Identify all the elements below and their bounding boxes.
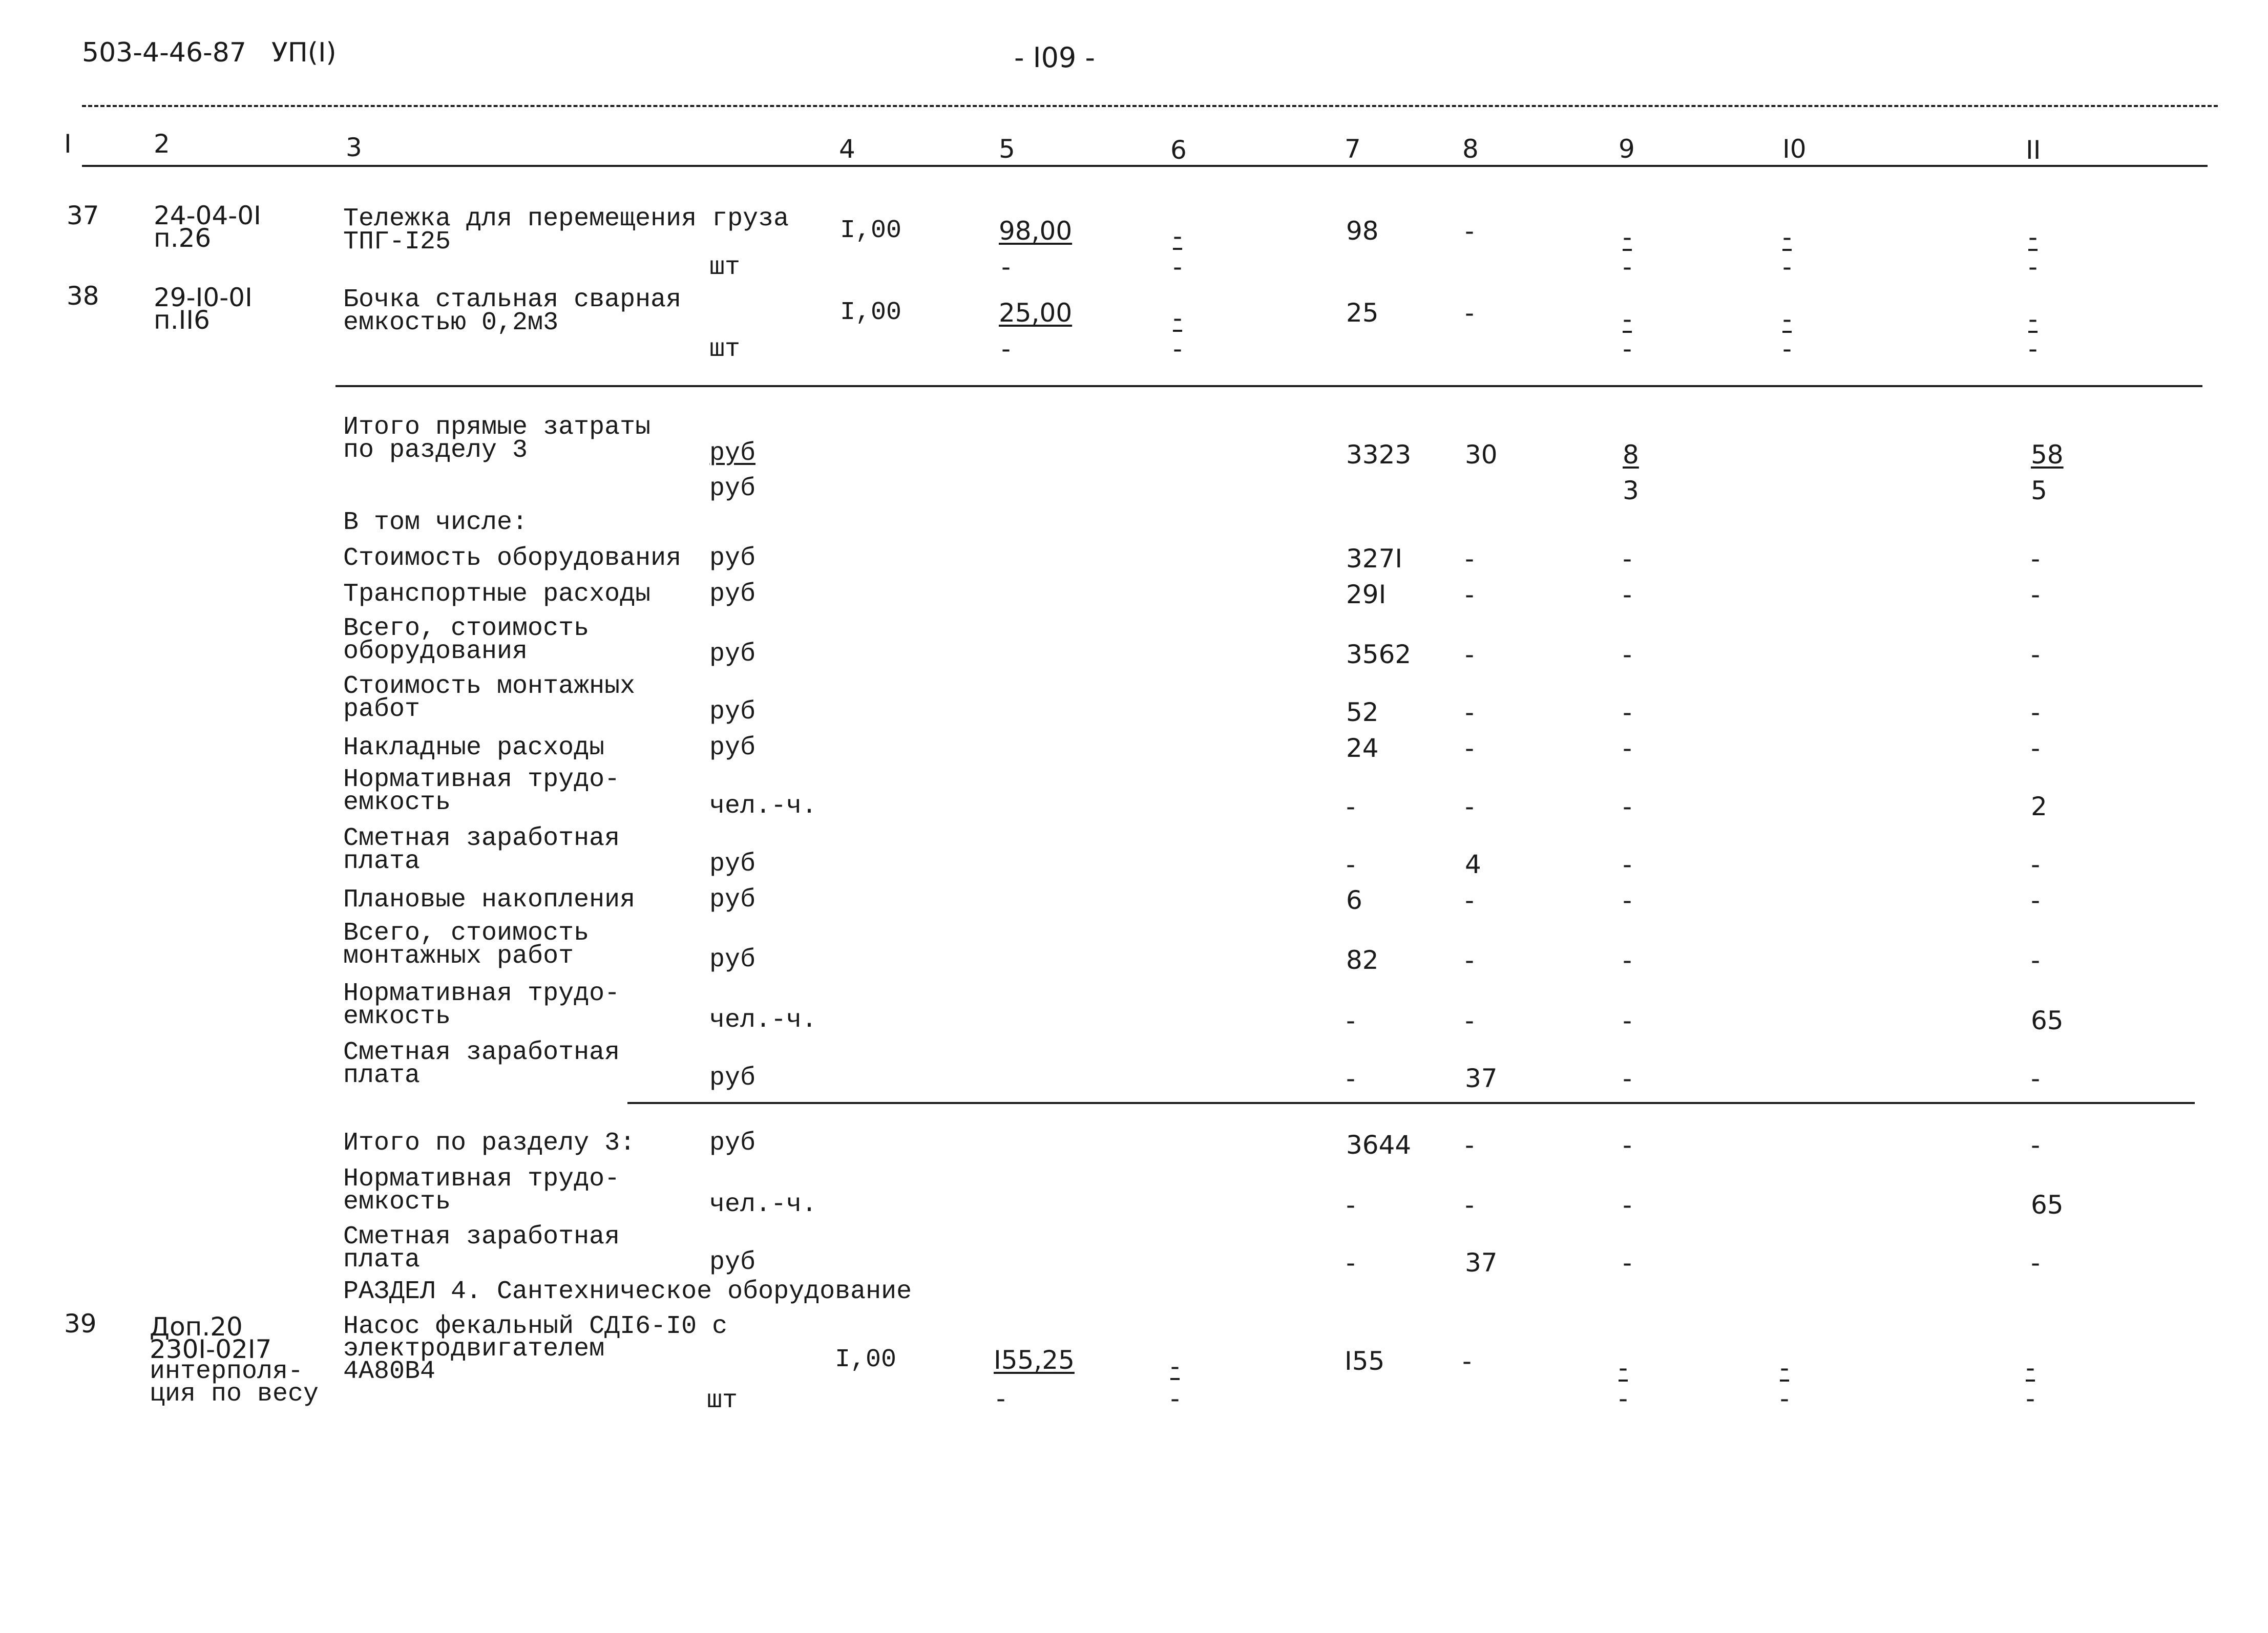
- wages-2-col9: -: [1623, 1064, 1632, 1093]
- equipment-cost-col11: -: [2031, 544, 2041, 574]
- planned-savings-unit: руб: [709, 885, 756, 915]
- row38-code-ref: п.II6: [154, 305, 210, 335]
- row39-total: I55: [1345, 1346, 1385, 1376]
- installation-cost-col11: -: [2031, 697, 2041, 727]
- overhead-label: Накладные расходы: [343, 733, 605, 762]
- total-equipment-unit: руб: [709, 640, 756, 669]
- direct-costs-col9-bottom: 3: [1623, 476, 1639, 505]
- direct-costs-unit: руб: [709, 439, 756, 468]
- labour-norm-2-col9: -: [1623, 1006, 1632, 1035]
- planned-savings-col9: -: [1623, 885, 1632, 915]
- row39-col6-bottom: -: [1170, 1384, 1180, 1413]
- row38-col6-bottom: -: [1173, 334, 1183, 364]
- row39-number: 39: [64, 1309, 97, 1339]
- row39-name-2: электродвигателем: [343, 1334, 605, 1364]
- row39-code: Доп.20: [150, 1312, 243, 1342]
- labour-norm-unit: чел.-ч.: [709, 792, 817, 821]
- total-installation-unit: руб: [709, 945, 756, 974]
- labour-norm-2-label: Нормативная трудо-: [343, 979, 620, 1008]
- header-rule: [82, 105, 2218, 107]
- row37-col8: -: [1465, 216, 1475, 246]
- doc-code: 503-4-46-87: [82, 37, 246, 68]
- labour-norm-2-unit: чел.-ч.: [709, 1006, 817, 1035]
- direct-costs-label: Итого прямые затраты: [343, 413, 651, 442]
- equipment-cost-col9: -: [1623, 544, 1632, 574]
- labour-norm-2-col7: -: [1346, 1006, 1356, 1035]
- wages-label: Сметная заработная: [343, 824, 620, 853]
- row37-code: 24-04-0I: [154, 201, 261, 230]
- row38-number: 38: [67, 281, 99, 311]
- labour-norm-label: Нормативная трудо-: [343, 765, 620, 794]
- wages-3-col11: -: [2031, 1248, 2041, 1278]
- wages-3-label-2: плата: [343, 1245, 421, 1275]
- equipment-cost-unit: руб: [709, 544, 756, 573]
- installation-cost-col8: -: [1465, 697, 1475, 727]
- equipment-cost-col7: 327I: [1346, 544, 1403, 574]
- row38-col10-top: -: [1782, 304, 1792, 334]
- row37-col10-top: -: [1782, 222, 1792, 252]
- row39-col9-bottom: -: [1619, 1384, 1628, 1413]
- wages-2-unit: руб: [709, 1064, 756, 1093]
- section-total-col11: -: [2031, 1130, 2041, 1160]
- including-label: В том числе:: [343, 508, 528, 537]
- overhead-col11: -: [2031, 733, 2041, 763]
- section-total-label: Итого по разделу 3:: [343, 1129, 636, 1158]
- installation-cost-col7: 52: [1346, 697, 1379, 727]
- row37-col9-bottom: -: [1623, 252, 1632, 282]
- overhead-unit: руб: [709, 733, 756, 762]
- row39-name-3: 4А80В4: [343, 1357, 436, 1386]
- row38-col10-bottom: -: [1782, 334, 1792, 364]
- row38-name: Бочка стальная сварная: [343, 285, 682, 314]
- col-header-7: 7: [1345, 134, 1361, 164]
- overhead-col8: -: [1465, 733, 1475, 763]
- direct-costs-col8: 30: [1465, 440, 1498, 470]
- total-installation-col11: -: [2031, 945, 2041, 975]
- total-installation-col9: -: [1623, 945, 1632, 975]
- row38-name-capacity: емкостью 0,2м3: [343, 308, 559, 337]
- equipment-cost-col8: -: [1465, 544, 1475, 574]
- installation-cost-unit: руб: [709, 697, 756, 727]
- wages-2-col8: 37: [1465, 1064, 1498, 1093]
- wages-unit: руб: [709, 850, 756, 879]
- row38-code: 29-I0-0I: [154, 283, 253, 312]
- row39-unit: шт: [707, 1386, 738, 1415]
- row39-col11-top: -: [2026, 1353, 2035, 1383]
- installation-cost-col9: -: [1623, 697, 1632, 727]
- labour-norm-3-col11: 65: [2031, 1190, 2064, 1220]
- row37-name-model: ТПГ-I25: [343, 227, 451, 257]
- wages-2-label-2: плата: [343, 1061, 421, 1090]
- row37-unit: шт: [709, 253, 741, 282]
- row38-col6-top: -: [1173, 303, 1183, 333]
- labour-norm-3-col9: -: [1623, 1190, 1632, 1220]
- row38-unit-price: 25,00: [999, 298, 1073, 328]
- transport-col7: 29I: [1346, 580, 1387, 609]
- wages-3-label: Сметная заработная: [343, 1222, 620, 1252]
- direct-costs-unit-2: руб: [709, 474, 756, 503]
- row39-code-3: интерполя-: [150, 1357, 304, 1386]
- row37-col10-bottom: -: [1782, 252, 1792, 282]
- wages-label-2: плата: [343, 847, 421, 876]
- wages-2-col7: -: [1346, 1064, 1356, 1093]
- row39-col9-top: -: [1619, 1353, 1628, 1383]
- total-equipment-label: Всего, стоимость: [343, 614, 590, 643]
- row39-col6-top: -: [1170, 1351, 1180, 1381]
- total-equipment-col9: -: [1623, 640, 1632, 669]
- transport-label: Транспортные расходы: [343, 580, 651, 609]
- planned-savings-col7: 6: [1346, 885, 1362, 915]
- row38-total: 25: [1346, 298, 1379, 328]
- total-installation-col8: -: [1465, 945, 1475, 975]
- direct-costs-col11-bottom: 5: [2031, 476, 2047, 505]
- wages-3-unit: руб: [709, 1248, 756, 1277]
- row39-name: Насос фекальный СДI6-I0 с: [343, 1312, 728, 1341]
- labour-norm-2-col8: -: [1465, 1006, 1475, 1035]
- wages-col7: -: [1346, 850, 1356, 879]
- col-header-6: 6: [1170, 135, 1187, 165]
- transport-col9: -: [1623, 580, 1632, 609]
- row39-col5-bottom: -: [996, 1384, 1006, 1413]
- row38-col5-bottom: -: [1001, 334, 1011, 364]
- col-header-4: 4: [839, 134, 855, 164]
- row38-quantity: I,00: [840, 298, 902, 327]
- planned-savings-col8: -: [1465, 885, 1475, 915]
- overhead-col7: 24: [1346, 733, 1379, 763]
- col-header-9: 9: [1619, 134, 1635, 164]
- transport-col11: -: [2031, 580, 2041, 609]
- col-header-1: I: [64, 129, 72, 159]
- labour-norm-col7: -: [1346, 792, 1356, 821]
- col-header-2: 2: [154, 129, 170, 159]
- row37-code-ref: п.26: [154, 223, 212, 253]
- total-equipment-col8: -: [1465, 640, 1475, 669]
- equipment-cost-label: Стоимость оборудования: [343, 544, 682, 573]
- section-total-col9: -: [1623, 1130, 1632, 1160]
- planned-savings-label: Плановые накопления: [343, 885, 636, 915]
- wages-col11: -: [2031, 850, 2041, 879]
- col-header-5: 5: [999, 134, 1015, 164]
- row37-col11-bottom: -: [2028, 252, 2038, 282]
- direct-costs-label-2: по разделу 3: [343, 436, 528, 465]
- section-total-rule: [627, 1102, 2195, 1104]
- col-header-10: I0: [1782, 134, 1807, 164]
- row39-col10-bottom: -: [1780, 1384, 1790, 1413]
- row39-col8: -: [1462, 1346, 1472, 1376]
- row38-unit: шт: [709, 335, 741, 364]
- row39-unit-price: I55,25: [994, 1345, 1075, 1375]
- row37-quantity: I,00: [840, 216, 902, 245]
- row37-col9-top: -: [1623, 222, 1632, 252]
- row38-col11-top: -: [2028, 304, 2038, 334]
- row39-col11-bottom: -: [2026, 1384, 2035, 1413]
- total-equipment-col7: 3562: [1346, 640, 1412, 669]
- section-total-unit: руб: [709, 1129, 756, 1158]
- direct-costs-col9-top: 8: [1623, 440, 1639, 470]
- labour-norm-col9: -: [1623, 792, 1632, 821]
- wages-3-col8: 37: [1465, 1248, 1498, 1278]
- transport-unit: руб: [709, 580, 756, 609]
- installation-cost-label-2: работ: [343, 695, 421, 724]
- page-number: - I09 -: [1014, 41, 1095, 74]
- row38-col8: -: [1465, 298, 1475, 328]
- direct-costs-col11-top: 58: [2031, 440, 2064, 470]
- row37-col6-bottom: -: [1173, 252, 1183, 282]
- row39-col10-top: -: [1780, 1353, 1790, 1383]
- col-header-8: 8: [1462, 134, 1479, 164]
- total-installation-label: Всего, стоимость: [343, 919, 590, 948]
- doc-volume: УП(I): [271, 37, 337, 68]
- wages-3-col9: -: [1623, 1248, 1632, 1278]
- total-equipment-col11: -: [2031, 640, 2041, 669]
- row39-quantity: I,00: [835, 1345, 897, 1374]
- row37-name: Тележка для перемещения груза: [343, 204, 789, 234]
- wages-2-col11: -: [2031, 1064, 2041, 1093]
- row38-col9-bottom: -: [1623, 334, 1632, 364]
- row37-col5-bottom: -: [1001, 252, 1011, 282]
- total-installation-col7: 82: [1346, 945, 1379, 975]
- labour-norm-3-label-2: емкость: [343, 1187, 451, 1217]
- row37-unit-price: 98,00: [999, 216, 1073, 246]
- column-header-rule: [82, 165, 2208, 167]
- row39-code-4: ция по весу: [150, 1380, 319, 1409]
- labour-norm-label-2: емкость: [343, 788, 451, 817]
- planned-savings-col11: -: [2031, 885, 2041, 915]
- section-4-heading: РАЗДЕЛ 4. Сантехническое оборудование: [343, 1277, 912, 1306]
- row37-col6-top: -: [1173, 221, 1183, 251]
- labour-norm-3-label: Нормативная трудо-: [343, 1164, 620, 1194]
- labour-norm-3-col8: -: [1465, 1190, 1475, 1220]
- section-total-col8: -: [1465, 1130, 1475, 1160]
- row38-col9-top: -: [1623, 304, 1632, 334]
- wages-3-col7: -: [1346, 1248, 1356, 1278]
- col-header-11: II: [2026, 135, 2041, 165]
- labour-norm-3-col7: -: [1346, 1190, 1356, 1220]
- row39-code-2: 230I-02I7: [150, 1334, 272, 1364]
- total-equipment-label-2: оборудования: [343, 637, 528, 666]
- labour-norm-col8: -: [1465, 792, 1475, 821]
- total-installation-label-2: монтажных работ: [343, 942, 574, 971]
- direct-costs-col7: 3323: [1346, 440, 1412, 470]
- subtotal-rule: [335, 385, 2202, 387]
- row38-col11-bottom: -: [2028, 334, 2038, 364]
- installation-cost-label: Стоимость монтажных: [343, 672, 636, 701]
- section-total-col7: 3644: [1346, 1130, 1412, 1160]
- wages-2-label: Сметная заработная: [343, 1038, 620, 1067]
- labour-norm-2-col11: 65: [2031, 1006, 2064, 1035]
- labour-norm-col11: 2: [2031, 792, 2047, 821]
- labour-norm-2-label-2: емкость: [343, 1002, 451, 1031]
- overhead-col9: -: [1623, 733, 1632, 763]
- wages-col9: -: [1623, 850, 1632, 879]
- col-header-3: 3: [346, 133, 362, 162]
- wages-col8: 4: [1465, 850, 1481, 879]
- row37-total: 98: [1346, 216, 1379, 246]
- transport-col8: -: [1465, 580, 1475, 609]
- row37-number: 37: [67, 201, 99, 230]
- labour-norm-3-unit: чел.-ч.: [709, 1190, 817, 1219]
- row37-col11-top: -: [2028, 222, 2038, 252]
